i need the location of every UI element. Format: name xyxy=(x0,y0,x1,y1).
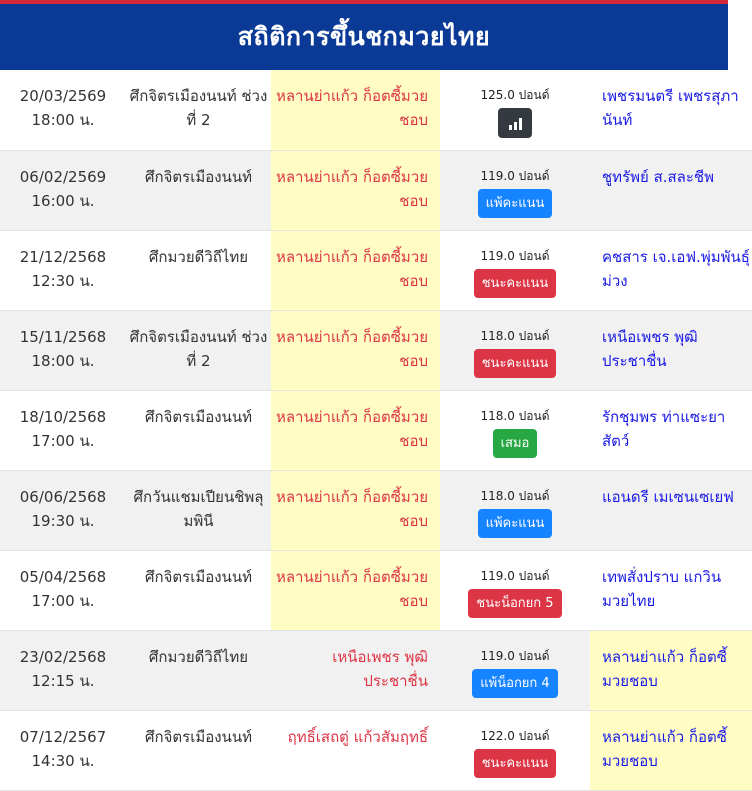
weight-label: 119.0 ปอนด์ xyxy=(480,568,550,583)
event-name: ศึกวันแชมเปียนชิพลุมพินี xyxy=(133,487,264,530)
table-row[interactable] xyxy=(0,550,752,630)
fight-time: 18:00 น. xyxy=(31,111,95,129)
result-badge: เสมอ xyxy=(493,429,538,458)
fighter-left[interactable]: หลานย่าแก้ว ก็อตซี้มวยชอบ xyxy=(271,150,440,230)
event-name: ศึกจิตรเมืองนนท์ xyxy=(145,167,252,186)
fighter-left[interactable]: ฤทธิ์เสถตู่ แก้วสัมฤทธิ์ xyxy=(287,727,428,746)
event-name: ศึกจิตรเมืองนนท์ ช่วงที่ 2 xyxy=(129,327,268,370)
weight-label: 119.0 ปอนด์ xyxy=(480,248,550,263)
fight-datetime xyxy=(0,230,126,310)
fighter-right[interactable]: เทพสั่งปราบ แกวินมวยไทย xyxy=(602,567,722,610)
weight-label: 119.0 ปอนด์ xyxy=(480,168,550,183)
fighter-left[interactable]: หลานย่าแก้ว ก็อตซี้มวยชอบ xyxy=(271,390,440,470)
fight-time: 12:15 น. xyxy=(31,671,95,690)
fight-date: 23/02/2568 xyxy=(19,647,107,666)
event-name: ศึกมวยดีวิถีไทย xyxy=(148,247,249,266)
fight-time: 14:30 น. xyxy=(31,751,95,770)
result-badge: แพ้น็อกยก 4 xyxy=(472,669,557,698)
fight-date: 05/04/2568 xyxy=(19,567,107,586)
table-row[interactable] xyxy=(0,470,752,550)
fight-date: 06/06/2568 xyxy=(19,487,107,506)
fighter-right[interactable]: รักชุมพร ท่าแซะยาสัตว์ xyxy=(602,407,726,450)
result-badge: ชนะคะแนน xyxy=(474,269,557,298)
fight-info xyxy=(440,70,590,150)
event-name: ศึกจิตรเมืองนนท์ xyxy=(145,727,252,746)
fight-datetime xyxy=(0,630,126,710)
fight-time: 12:30 น. xyxy=(31,271,95,290)
fight-datetime xyxy=(0,70,126,150)
table-row[interactable] xyxy=(0,70,752,150)
fight-date: 07/12/2567 xyxy=(19,727,107,746)
fighter-left[interactable]: หลานย่าแก้ว ก็อตซี้มวยชอบ xyxy=(271,230,440,310)
fight-datetime xyxy=(0,550,126,630)
fight-date: 06/02/2569 xyxy=(19,167,107,186)
fight-info xyxy=(440,390,590,470)
result-badge: ชนะคะแนน xyxy=(474,749,557,778)
table-row[interactable] xyxy=(0,390,752,470)
result-badge: ชนะคะแนน xyxy=(474,349,557,378)
bar-chart-icon[interactable] xyxy=(498,108,532,138)
fighter-left[interactable]: หลานย่าแก้ว ก็อตซี้มวยชอบ xyxy=(271,70,440,150)
weight-label: 122.0 ปอนด์ xyxy=(480,728,550,743)
event-name: ศึกจิตรเมืองนนท์ xyxy=(145,407,252,426)
fight-info xyxy=(440,550,590,630)
fighter-right[interactable]: หลานย่าแก้ว ก็อตซี้มวยชอบ xyxy=(590,630,752,710)
fighter-right[interactable]: ชูทรัพย์ ส.สละชีพ xyxy=(602,167,714,186)
fight-stats-table xyxy=(0,70,752,791)
event-name: ศึกจิตรเมืองนนท์ ช่วงที่ 2 xyxy=(129,87,268,129)
event-name: ศึกมวยดีวิถีไทย xyxy=(148,647,249,666)
fight-datetime xyxy=(0,390,126,470)
fight-time: 18:00 น. xyxy=(31,351,95,370)
fight-info xyxy=(440,470,590,550)
table-row[interactable] xyxy=(0,310,752,390)
page-title: สถิติการขึ้นชกมวยไทย xyxy=(237,22,491,51)
fighter-left[interactable]: หลานย่าแก้ว ก็อตซี้มวยชอบ xyxy=(271,310,440,390)
weight-label: 119.0 ปอนด์ xyxy=(480,648,550,663)
fight-info xyxy=(440,310,590,390)
fight-datetime xyxy=(0,470,126,550)
fight-time: 17:00 น. xyxy=(31,431,95,450)
fighter-right[interactable]: หลานย่าแก้ว ก็อตซี้มวยชอบ xyxy=(590,710,752,790)
weight-label: 118.0 ปอนด์ xyxy=(480,328,550,343)
table-row[interactable] xyxy=(0,630,752,710)
fighter-right[interactable]: แอนดรี เมเซนเซเยฟ xyxy=(602,487,734,506)
fight-date: 18/10/2568 xyxy=(19,407,107,426)
fight-date: 15/11/2568 xyxy=(19,327,107,346)
weight-label: 118.0 ปอนด์ xyxy=(480,488,550,503)
fighter-left[interactable]: เหนือเพชร พุฒิประชาชื่น xyxy=(332,647,428,690)
fight-datetime xyxy=(0,150,126,230)
fighter-left[interactable]: หลานย่าแก้ว ก็อตซี้มวยชอบ xyxy=(271,550,440,630)
fight-info xyxy=(440,230,590,310)
table-row[interactable] xyxy=(0,150,752,230)
event-name: ศึกจิตรเมืองนนท์ xyxy=(145,567,252,586)
result-badge: แพ้คะแนน xyxy=(478,509,553,538)
table-row[interactable] xyxy=(0,230,752,310)
fight-time: 19:30 น. xyxy=(31,511,95,530)
fight-time: 16:00 น. xyxy=(31,191,95,210)
fighter-right[interactable]: เหนือเพชร พุฒิประชาชื่น xyxy=(602,327,698,370)
fight-info xyxy=(440,150,590,230)
fight-time: 17:00 น. xyxy=(31,591,95,610)
table-row[interactable] xyxy=(0,710,752,790)
result-badge: แพ้คะแนน xyxy=(478,189,553,218)
weight-label: 125.0 ปอนด์ xyxy=(480,88,550,102)
fighter-left[interactable]: หลานย่าแก้ว ก็อตซี้มวยชอบ xyxy=(271,470,440,550)
fight-info xyxy=(440,710,590,790)
weight-label: 118.0 ปอนด์ xyxy=(480,408,550,423)
fight-date: 20/03/2569 xyxy=(19,87,107,105)
fight-info xyxy=(440,630,590,710)
fight-datetime xyxy=(0,310,126,390)
fighter-right[interactable]: คชสาร เจ.เอฟ.พุ่มพันธุ์ม่วง xyxy=(602,247,750,290)
fighter-right[interactable]: เพชรมนตรี เพชรสุภานันท์ xyxy=(602,87,739,129)
page-header xyxy=(0,0,728,70)
result-badge: ชนะน็อกยก 5 xyxy=(468,589,561,618)
fight-date: 21/12/2568 xyxy=(19,247,107,266)
fight-datetime xyxy=(0,710,126,790)
